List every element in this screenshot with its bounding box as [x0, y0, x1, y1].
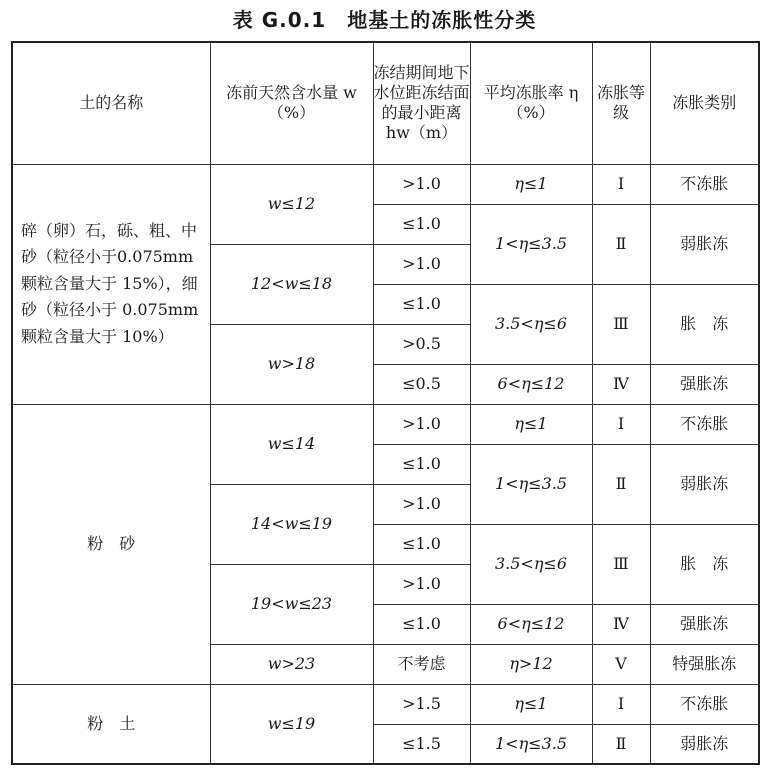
grade-cell: Ⅰ: [592, 164, 650, 204]
category-cell: 强胀冻: [650, 364, 759, 404]
header-soil-name: 土的名称: [12, 42, 210, 164]
frost-rate-cell: 6<η≤12: [470, 604, 592, 644]
groundwater-cell: >1.0: [373, 244, 470, 284]
header-row: [12, 42, 759, 164]
water-content-cell: w≤19: [210, 684, 373, 764]
category-cell: 弱胀冻: [650, 204, 759, 284]
groundwater-cell: 不考虑: [373, 644, 470, 684]
groundwater-cell: ≤1.0: [373, 284, 470, 324]
header-groundwater-distance: 冻结期间地下水位距冻结面的最小距离 hw（m）: [373, 42, 470, 164]
frost-rate-cell: η≤1: [470, 404, 592, 444]
grade-cell: Ⅰ: [592, 404, 650, 444]
category-cell: 不冻胀: [650, 164, 759, 204]
grade-cell: Ⅳ: [592, 364, 650, 404]
category-cell: 不冻胀: [650, 684, 759, 724]
frost-rate-cell: 3.5<η≤6: [470, 284, 592, 364]
frost-rate-cell: 6<η≤12: [470, 364, 592, 404]
table-row: [12, 684, 759, 724]
category-cell: 特强胀冻: [650, 644, 759, 684]
category-cell: 不冻胀: [650, 404, 759, 444]
frost-rate-cell: η>12: [470, 644, 592, 684]
table-caption: 表 G.0.1 地基土的冻胀性分类: [232, 8, 537, 32]
header-frost-heave-rate: 平均冻胀率 η（%）: [470, 42, 592, 164]
water-content-cell: w≤12: [210, 164, 373, 244]
groundwater-cell: >1.0: [373, 164, 470, 204]
grade-cell: Ⅴ: [592, 644, 650, 684]
grade-cell: Ⅰ: [592, 684, 650, 724]
soil-name-cell: 粉 砂: [12, 404, 210, 684]
groundwater-cell: >0.5: [373, 324, 470, 364]
header-frost-category: 冻胀类别: [650, 42, 759, 164]
category-cell: 弱胀冻: [650, 724, 759, 764]
groundwater-cell: ≤1.0: [373, 524, 470, 564]
soil-name-cell: 碎（卵）石，砾、粗、中砂（粒径小于0.075mm 颗粒含量大于 15%），细砂（粒径小于 0.075mm 颗粒含量大于 10%）: [12, 164, 210, 404]
category-cell: 胀 冻: [650, 524, 759, 604]
header-water-content: 冻前天然含水量 w（%）: [210, 42, 373, 164]
water-content-cell: 19<w≤23: [210, 564, 373, 644]
grade-cell: Ⅱ: [592, 204, 650, 284]
frost-rate-cell: η≤1: [470, 164, 592, 204]
groundwater-cell: ≤1.5: [373, 724, 470, 764]
category-cell: 强胀冻: [650, 604, 759, 644]
grade-cell: Ⅲ: [592, 524, 650, 604]
groundwater-cell: ≤0.5: [373, 364, 470, 404]
category-cell: 胀 冻: [650, 284, 759, 364]
frost-rate-cell: 1<η≤3.5: [470, 724, 592, 764]
groundwater-cell: ≤1.0: [373, 444, 470, 484]
frost-heave-table: [11, 41, 760, 765]
groundwater-cell: ≤1.0: [373, 204, 470, 244]
soil-name-cell: 粉 土: [12, 684, 210, 764]
header-frost-grade: 冻胀等级: [592, 42, 650, 164]
groundwater-cell: >1.0: [373, 564, 470, 604]
water-content-cell: w>18: [210, 324, 373, 404]
groundwater-cell: ≤1.0: [373, 604, 470, 644]
grade-cell: Ⅲ: [592, 284, 650, 364]
groundwater-cell: >1.5: [373, 684, 470, 724]
frost-rate-cell: η≤1: [470, 684, 592, 724]
frost-rate-cell: 3.5<η≤6: [470, 524, 592, 604]
grade-cell: Ⅱ: [592, 724, 650, 764]
frost-rate-cell: 1<η≤3.5: [470, 444, 592, 524]
groundwater-cell: >1.0: [373, 484, 470, 524]
water-content-cell: w>23: [210, 644, 373, 684]
water-content-cell: w≤14: [210, 404, 373, 484]
category-cell: 弱胀冻: [650, 444, 759, 524]
groundwater-cell: >1.0: [373, 404, 470, 444]
grade-cell: Ⅱ: [592, 444, 650, 524]
water-content-cell: 12<w≤18: [210, 244, 373, 324]
table-row: [12, 164, 759, 204]
frost-rate-cell: 1<η≤3.5: [470, 204, 592, 284]
table-row: [12, 404, 759, 444]
water-content-cell: 14<w≤19: [210, 484, 373, 564]
grade-cell: Ⅳ: [592, 604, 650, 644]
